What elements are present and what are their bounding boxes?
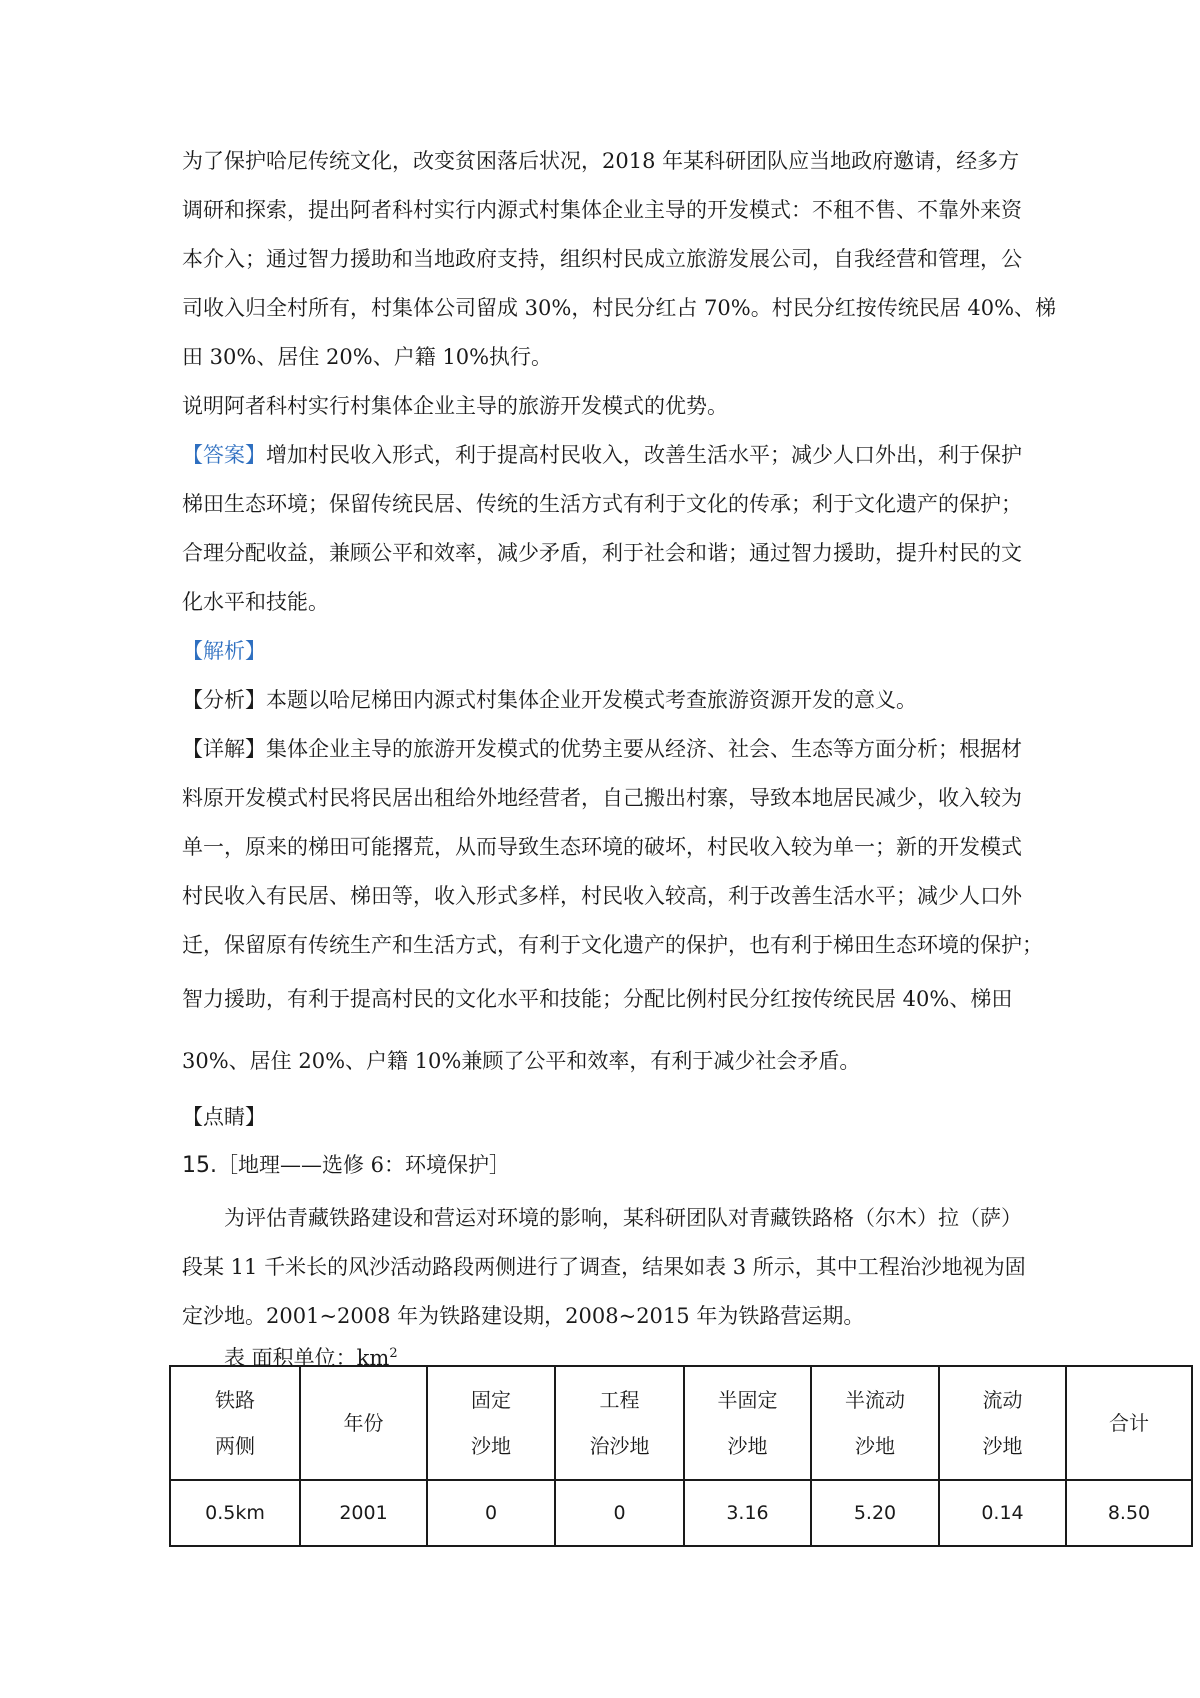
table-caption-text: 表 面积单位：km: [224, 1346, 390, 1370]
q15-line-1: 为评估青藏铁路建设和营运对环境的影响，某科研团队对青藏铁路格（尔木）拉（萨）: [224, 1206, 1022, 1230]
q15-line-3: 定沙地。2001~2008 年为铁路建设期，2008~2015 年为铁路营运期。: [182, 1304, 865, 1328]
header-line: 工程: [599, 1388, 640, 1412]
table-cell: 8.50: [1066, 1480, 1192, 1546]
xiangjie-text-1: 集体企业主导的旅游开发模式的优势主要从经济、社会、生态等方面分析；根据材: [266, 737, 1022, 761]
fenxi-tag: 【分析】: [182, 688, 266, 712]
answer-text-1: 增加村民收入形式，利于提高村民收入，改善生活水平；减少人口外出，利于保护: [266, 443, 1022, 467]
header-line: 沙地: [982, 1434, 1023, 1458]
analysis-tag: 【解析】: [182, 639, 266, 663]
header-line: 半流动: [845, 1388, 905, 1412]
header-line: 沙地: [855, 1434, 895, 1458]
answer-line-3: 合理分配收益，兼顾公平和效率，减少矛盾，利于社会和谐；通过智力援助，提升村民的文: [182, 541, 1022, 565]
material-line-1: 为了保护哈尼传统文化，改变贫困落后状况，2018 年某科研团队应当地政府邀请，经多方: [182, 149, 1020, 173]
table-cell: 0.14: [939, 1480, 1066, 1546]
table-cell: 2001: [300, 1480, 427, 1546]
header-line: 流动: [982, 1388, 1023, 1412]
header-cell: [1066, 1366, 1192, 1480]
header-line: 固定: [471, 1388, 511, 1412]
header-line: 年份: [343, 1411, 384, 1435]
xiangjie-line-5: 迁，保留原有传统生产和生活方式，有利于文化遗产的保护，也有利于梯田生态环境的保护；: [182, 933, 1043, 957]
q15-heading-line: [182, 1150, 510, 1181]
header-line: 治沙地: [589, 1434, 650, 1458]
fenxi-line: [182, 685, 917, 715]
header-line: 沙地: [727, 1434, 768, 1458]
table-cell: 0.5km: [170, 1480, 300, 1546]
xiangjie-line-6: 智力援助，有利于提高村民的文化水平和技能；分配比例村民分红按传统民居 40%、梯田: [182, 987, 1013, 1011]
data-table: [169, 1365, 1193, 1547]
header-line: 半固定: [717, 1388, 778, 1412]
header-cell: [555, 1366, 684, 1480]
xiangjie-tag: 【详解】: [182, 737, 266, 761]
xiangjie-line-1: [182, 734, 1022, 764]
answer-tag: 【答案】: [182, 443, 266, 467]
header-line: 两侧: [215, 1434, 255, 1458]
q15-line-2: 段某 11 千米长的风沙活动路段两侧进行了调查，结果如表 3 所示，其中工程治沙地视为固: [182, 1255, 1026, 1279]
fenxi-text: 本题以哈尼梯田内源式村集体企业开发模式考查旅游资源开发的意义。: [266, 688, 917, 712]
header-cell: [170, 1366, 300, 1480]
material-line-4: 司收入归全村所有，村集体公司留成 30%，村民分红占 70%。村民分红按传统民居 40%、梯: [182, 296, 1057, 320]
table-cell: 0: [427, 1480, 555, 1546]
xiangjie-line-7: 30%、居住 20%、户籍 10%兼顾了公平和效率，有利于减少社会矛盾。: [182, 1049, 861, 1073]
table-cell: 0: [555, 1480, 684, 1546]
answer-line-4: 化水平和技能。: [182, 590, 329, 614]
q15-heading: ［地理——选修 6：环境保护］: [217, 1153, 511, 1177]
table-cell: 3.16: [684, 1480, 811, 1546]
table-row: [170, 1480, 1192, 1546]
answer-line-2: 梯田生态环境；保留传统民居、传统的生活方式有利于文化的传承；利于文化遗产的保护；: [182, 492, 1022, 516]
question-text: 说明阿者科村实行村集体企业主导的旅游开发模式的优势。: [182, 394, 728, 418]
header-cell: [939, 1366, 1066, 1480]
xiangjie-line-3: 单一，原来的梯田可能撂荒，从而导致生态环境的破坏，村民收入较为单一；新的开发模式: [182, 835, 1022, 859]
header-cell: [684, 1366, 811, 1480]
material-line-5: 田 30%、居住 20%、户籍 10%执行。: [182, 345, 553, 369]
dianjing-tag: 【点睛】: [182, 1105, 266, 1129]
header-cell: [811, 1366, 939, 1480]
table-cell: 5.20: [811, 1480, 939, 1546]
answer-line-1: [182, 440, 1022, 470]
header-cell: [300, 1366, 427, 1480]
header-line: 合计: [1109, 1411, 1149, 1435]
table-header-row: [170, 1366, 1192, 1480]
q15-number: 15.: [182, 1153, 217, 1178]
table-caption-sup: 2: [389, 1346, 398, 1361]
header-cell: [427, 1366, 555, 1480]
xiangjie-line-2: 料原开发模式村民将民居出租给外地经营者，自己搬出村寨，导致本地居民减少，收入较为: [182, 786, 1022, 810]
material-line-3: 本介入；通过智力援助和当地政府支持，组织村民成立旅游发展公司，自我经营和管理，公: [182, 247, 1022, 271]
header-line: 铁路: [215, 1388, 255, 1412]
material-line-2: 调研和探索，提出阿者科村实行内源式村集体企业主导的开发模式：不租不售、不靠外来资: [182, 198, 1022, 222]
header-line: 沙地: [471, 1434, 511, 1458]
xiangjie-line-4: 村民收入有民居、梯田等，收入形式多样，村民收入较高，利于改善生活水平；减少人口外: [182, 884, 1022, 908]
